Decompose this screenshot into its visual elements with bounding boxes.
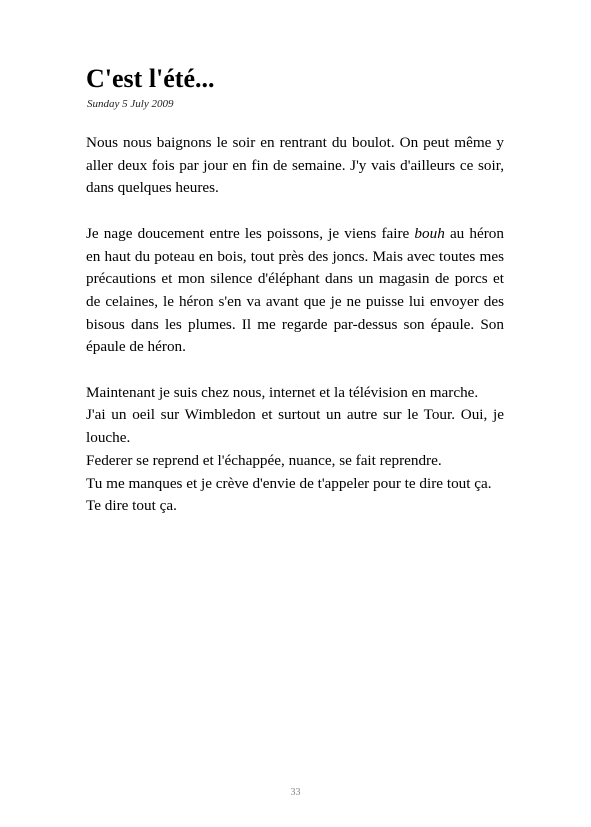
paragraph-3 bbox=[86, 382, 504, 518]
paragraph-2-text-after: au héron en haut du poteau en bois, tout près des joncs. Mais avec toutes mes précautions et mon silence d'éléphant dans un magasin de porcs et de celaines, le héron s'en va avant que je ne puisse lui envoyer des bisous dans les plumes. Il me regarde par-dessus son épaule. Son épaule de héron. bbox=[86, 224, 504, 356]
paragraph-2-text-before: Je nage doucement entre les poissons, je viens faire bbox=[86, 224, 415, 242]
closing-line-5: Te dire tout ça. bbox=[86, 497, 177, 515]
paragraph-1: Nous nous baignons le soir en rentrant du boulot. On peut même y aller deux fois par jour en fin de semaine. J'y vais d'ailleurs ce soir, dans quelques heures. bbox=[86, 134, 504, 197]
closing-line-1: Maintenant je suis chez nous, internet et la télévision en marche. bbox=[86, 383, 479, 401]
post-title: C'est l'été... bbox=[86, 64, 215, 93]
page-number: 33 bbox=[290, 787, 301, 798]
post-body bbox=[86, 132, 504, 541]
closing-line-3: Federer se reprend et l'échappée, nuance, se fait reprendre. bbox=[86, 451, 442, 469]
post-date: Sunday 5 July 2009 bbox=[87, 98, 174, 110]
paragraph-2 bbox=[86, 223, 504, 359]
closing-line-4: Tu me manques et je crève d'envie de t'appeler pour te dire tout ça. bbox=[86, 474, 492, 492]
closing-line-2: J'ai un oeil sur Wimbledon et surtout un autre sur le Tour. Oui, je louche. bbox=[86, 406, 504, 447]
emphasized-word: bouh bbox=[414, 224, 445, 242]
